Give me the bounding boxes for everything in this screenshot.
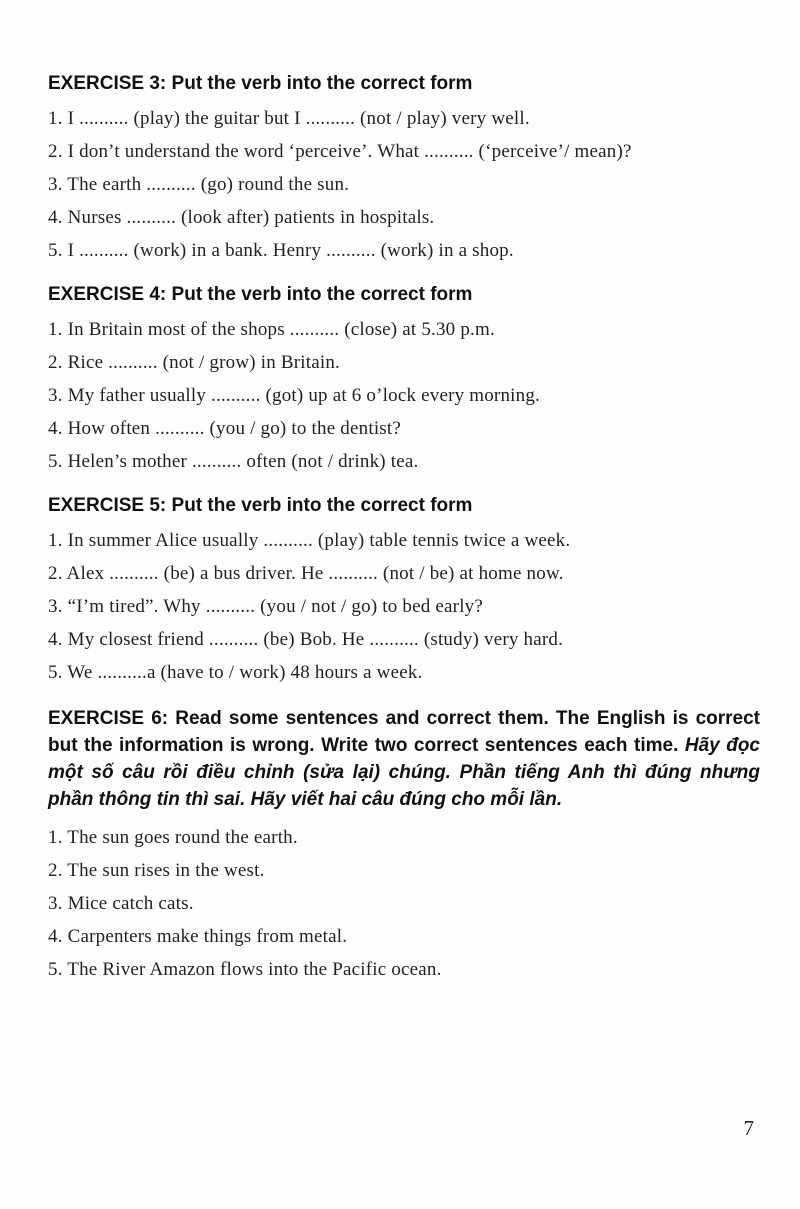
- exercise-heading: [48, 705, 760, 813]
- exercise-items: [48, 821, 760, 986]
- exercise-5: [48, 494, 760, 689]
- exercise-item: 1. In summer Alice usually .......... (play) table tennis twice a week.: [48, 530, 571, 551]
- exercise-3: [48, 72, 760, 267]
- exercise-item: 1. I .......... (play) the guitar but I .......... (not / play) very well.: [48, 108, 530, 129]
- exercise-item: 5. We ..........a (have to / work) 48 hours a week.: [48, 662, 423, 683]
- exercise-6: [48, 705, 760, 986]
- page-content: [48, 72, 760, 1002]
- exercise-item: 1. The sun goes round the earth.: [48, 827, 298, 848]
- exercise-heading-vietnamese: Hãy đọc một số câu rồi điều chỉnh (sửa lại) chúng. Phần tiếng Anh thì đúng nhưng phần thông tin thì sai. Hãy viết hai câu đúng cho mỗi lần.: [48, 735, 760, 810]
- exercise-item: 4. Nurses .......... (look after) patients in hospitals.: [48, 207, 435, 228]
- exercise-item: 4. How often .......... (you / go) to the dentist?: [48, 418, 402, 439]
- exercise-item: 4. My closest friend .......... (be) Bob. He .......... (study) very hard.: [48, 629, 564, 650]
- exercise-item: 2. Rice .......... (not / grow) in Britain.: [48, 352, 340, 373]
- exercise-heading-english: EXERCISE 6: Read some sentences and correct them. The English is correct but the information is wrong. Write two correct sentences each time.: [48, 708, 760, 756]
- exercise-item: 2. The sun rises in the west.: [48, 860, 265, 881]
- exercise-item: 5. Helen’s mother .......... often (not / drink) tea.: [48, 451, 419, 472]
- exercise-heading: EXERCISE 3: Put the verb into the correct form: [48, 73, 473, 94]
- exercise-item: 5. I .......... (work) in a bank. Henry .......... (work) in a shop.: [48, 240, 514, 261]
- exercise-item: 1. In Britain most of the shops .......... (close) at 5.30 p.m.: [48, 319, 495, 340]
- exercise-item: 2. I don’t understand the word ‘perceive’. What .......... (‘perceive’/ mean)?: [48, 141, 632, 162]
- exercise-item: 3. The earth .......... (go) round the sun.: [48, 174, 350, 195]
- exercise-items: [48, 102, 760, 267]
- exercise-items: [48, 524, 760, 689]
- exercise-item: 4. Carpenters make things from metal.: [48, 926, 348, 947]
- exercise-4: [48, 283, 760, 478]
- exercise-item: 3. My father usually .......... (got) up at 6 o’lock every morning.: [48, 385, 540, 406]
- exercise-items: [48, 313, 760, 478]
- exercise-item: 5. The River Amazon flows into the Pacific ocean.: [48, 959, 442, 980]
- page-number: 7: [743, 1116, 754, 1140]
- exercise-item: 2. Alex .......... (be) a bus driver. He .......... (not / be) at home now.: [48, 563, 564, 584]
- exercise-item: 3. Mice catch cats.: [48, 893, 194, 914]
- exercise-heading: EXERCISE 4: Put the verb into the correct form: [48, 284, 473, 305]
- exercise-heading: EXERCISE 5: Put the verb into the correct form: [48, 495, 473, 516]
- exercise-item: 3. “I’m tired”. Why .......... (you / not / go) to bed early?: [48, 596, 484, 617]
